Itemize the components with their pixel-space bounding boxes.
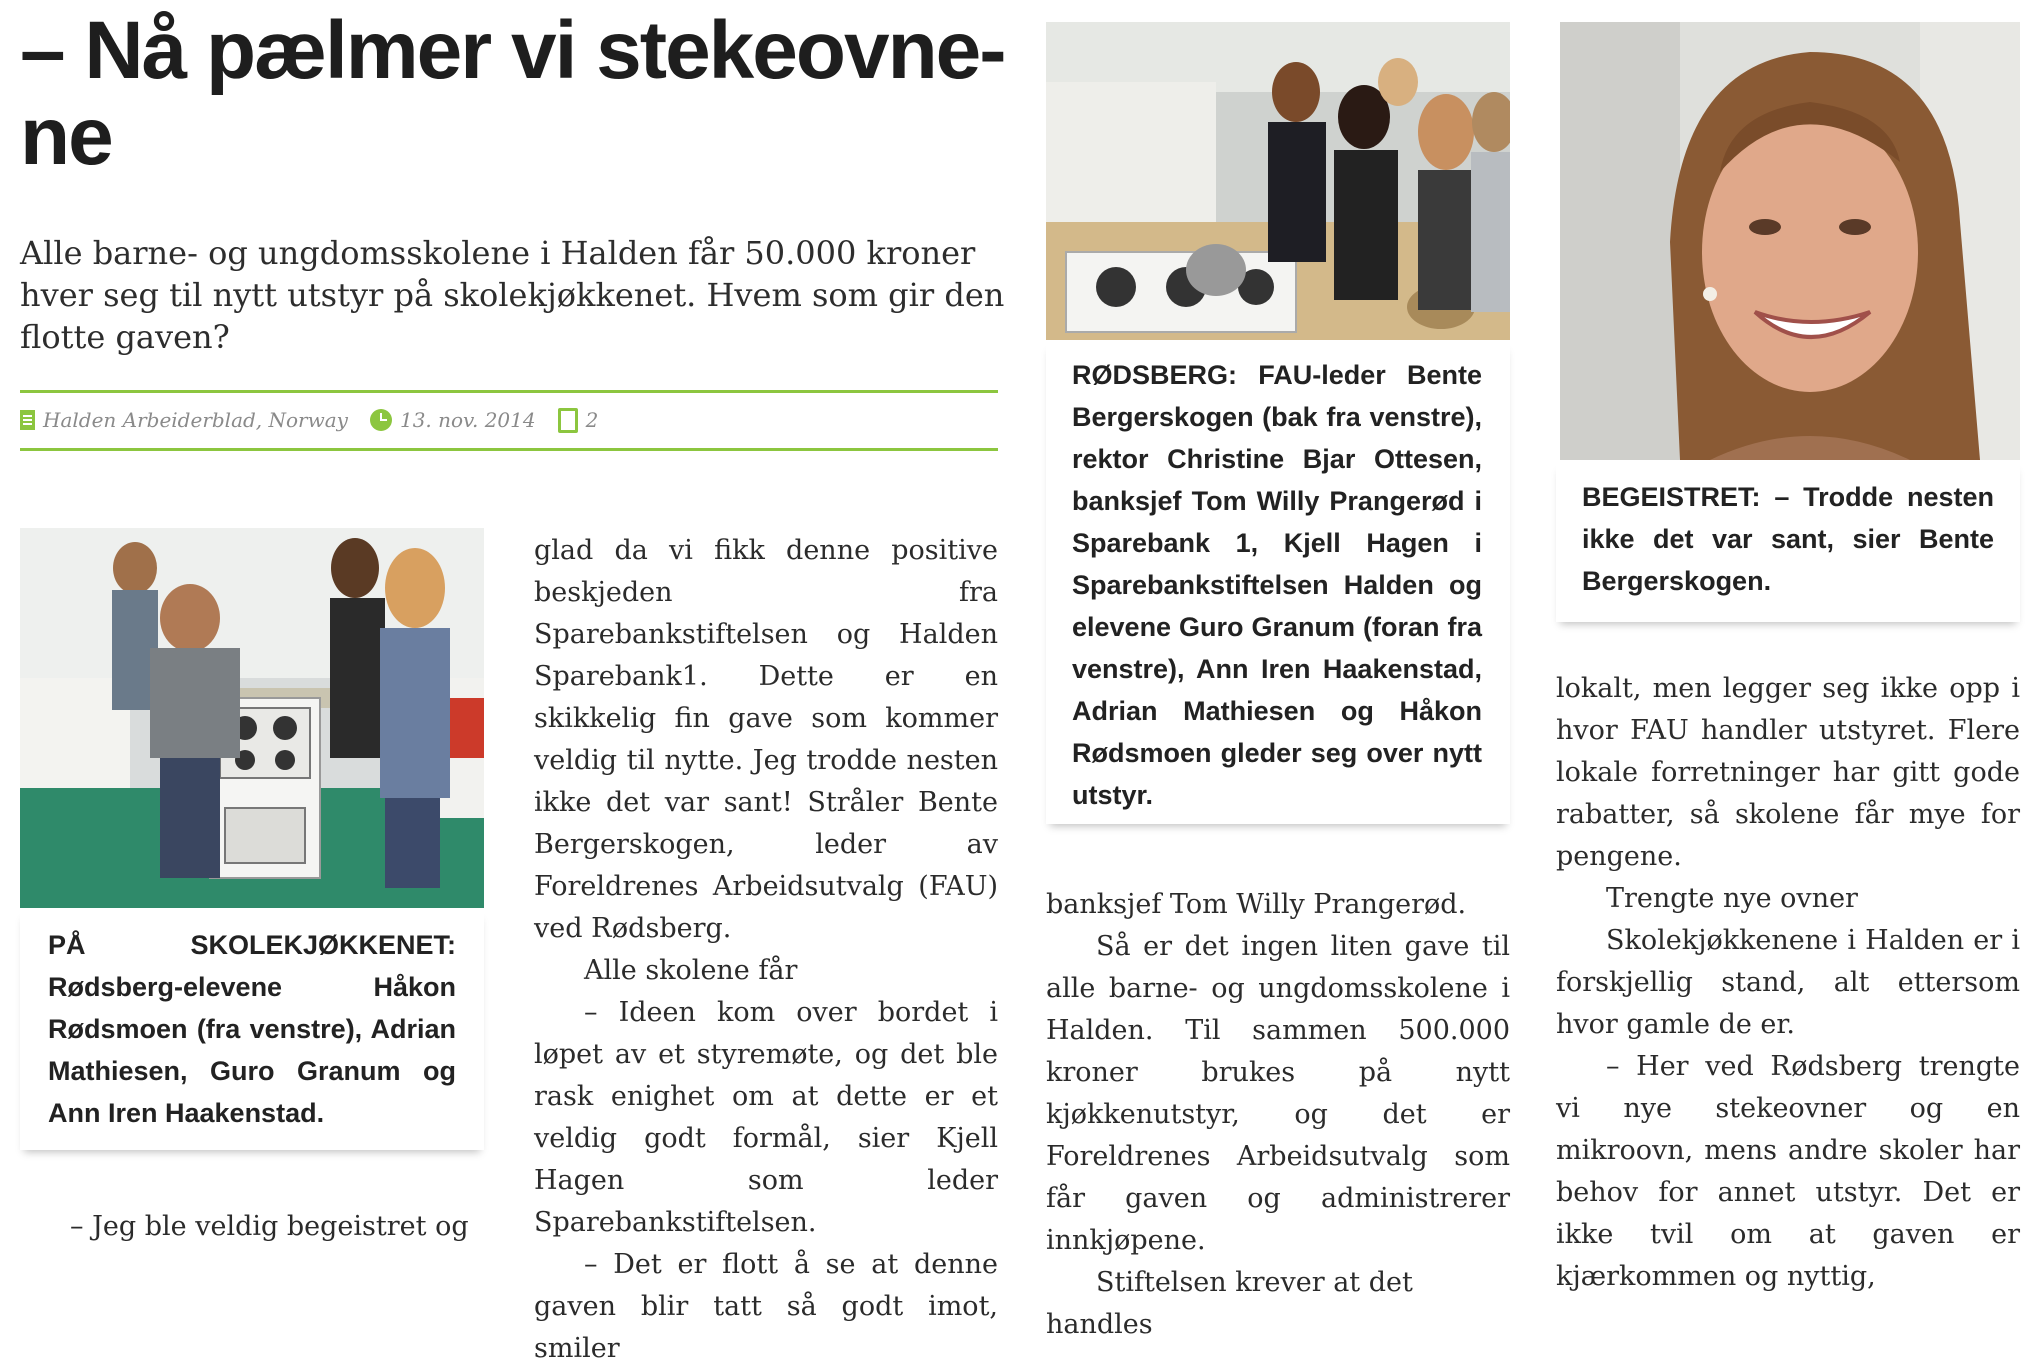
article-column-2 bbox=[534, 530, 998, 1370]
col3-paragraph-1: banksjef Tom Willy Prangerød. bbox=[1046, 889, 1467, 920]
portrait-photo bbox=[1560, 22, 2020, 460]
col4-subhead: Trengte nye ovner bbox=[1606, 883, 1858, 914]
col1-paragraph-1: – Jeg ble veldig begeistret og bbox=[70, 1211, 469, 1242]
meta-pages-text: 2 bbox=[585, 408, 599, 432]
article-column-1 bbox=[20, 1206, 484, 1248]
col3-paragraph-3: Stiftelsen krever at det handles bbox=[1046, 1267, 1413, 1340]
col4-paragraph-3: – Her ved Rødsberg trengte vi nye stekeovner og en mikroovn, mens andre skoler har behov for annet utstyr. Det er ikke tvil om at gaven er kjærkommen og nyttig, bbox=[1556, 1051, 2020, 1292]
meta-top-rule bbox=[20, 390, 998, 393]
meta-source bbox=[20, 408, 348, 432]
col2-paragraph-3: – Det er flott å se at denne gaven blir tatt så godt imot, smiler bbox=[534, 1249, 998, 1364]
article-column-3 bbox=[1046, 884, 1510, 1346]
col2-paragraph-2: – Ideen kom over bordet i løpet av et styremøte, og det ble rask enighet om at dette er et veldig godt formål, sier Kjell Hagen som leder Sparebankstiftelsen. bbox=[534, 997, 998, 1238]
kitchen-caption-box bbox=[20, 910, 484, 1150]
document-icon bbox=[20, 410, 35, 430]
page-icon bbox=[558, 408, 578, 433]
portrait-caption-box bbox=[1556, 462, 2020, 622]
meta-date-text: 13. nov. 2014 bbox=[399, 408, 536, 432]
col4-paragraph-2: Skolekjøkkenene i Halden er i forskjellig stand, alt ettersom hvor gamle de er. bbox=[1556, 925, 2020, 1040]
meta-source-text: Halden Arbeiderblad, Norway bbox=[43, 408, 348, 432]
kitchen-photo bbox=[20, 528, 484, 908]
article-column-4 bbox=[1556, 668, 2020, 1298]
lead-paragraph: Alle barne- og ungdomsskolene i Halden får 50.000 kroner hver seg til nytt utstyr på skolekjøkkenet. Hvem som gir den flotte gaven? bbox=[20, 234, 1005, 356]
meta-date bbox=[370, 408, 536, 432]
headline bbox=[20, 5, 1020, 182]
group-photo bbox=[1046, 22, 1510, 340]
col3-paragraph-2: Så er det ingen liten gave til alle barne- og ungdomsskolene i Halden. Til sammen 500.000 kroner brukes på nytt kjøkkenutstyr, og det er Foreldrenes Arbeidsutvalg som får gaven og administrerer innkjøpene. bbox=[1046, 931, 1510, 1256]
meta-pages bbox=[558, 408, 599, 433]
kitchen-photo-caption: PÅ SKOLEKJØKKENET: Rødsberg-elevene Håkon Rødsmoen (fra venstre), Adrian Mathiesen, Guro Granum og Ann Iren Haakenstad. bbox=[48, 930, 456, 1128]
col2-subhead: Alle skolene får bbox=[584, 955, 798, 986]
headline-line-2: ne bbox=[20, 91, 112, 182]
headline-line-1: – Nå pælmer vi stekeovne- bbox=[20, 5, 1005, 96]
meta-bottom-rule bbox=[20, 448, 998, 451]
group-photo-caption: RØDSBERG: FAU-leder Bente Bergerskogen (bak fra venstre), rektor Christine Bjar Ottesen, banksjef Tom Willy Prangerød i Sparebank 1, Kjell Hagen i Sparebankstiftelsen Halden og elevene Guro Granum (foran fra venstre), Ann Iren Haakenstad, Adrian Mathiesen og Håkon Rødsmoen gleder seg over nytt utstyr. bbox=[1072, 360, 1482, 810]
article-meta bbox=[20, 405, 998, 435]
col4-paragraph-1: lokalt, men legger seg ikke opp i hvor FAU handler utstyret. Flere lokale forretninger har gitt gode rabatter, så skolene får mye for pengene. bbox=[1556, 673, 2020, 872]
group-caption-box bbox=[1046, 342, 1510, 824]
col2-paragraph-1: glad da vi fikk denne positive beskjeden fra Sparebankstiftelsen og Halden Sparebank1. Dette er en skikkelig fin gave som kommer veldig til nytte. Jeg trodde nesten ikke det var sant! Stråler Bente Bergerskogen, leder av Foreldrenes Arbeidsutvalg (FAU) ved Rødsberg. bbox=[534, 535, 998, 944]
clock-icon bbox=[370, 409, 392, 431]
portrait-photo-caption: BEGEISTRET: – Trodde nesten ikke det var sant, sier Bente Bergerskogen. bbox=[1582, 482, 1994, 596]
